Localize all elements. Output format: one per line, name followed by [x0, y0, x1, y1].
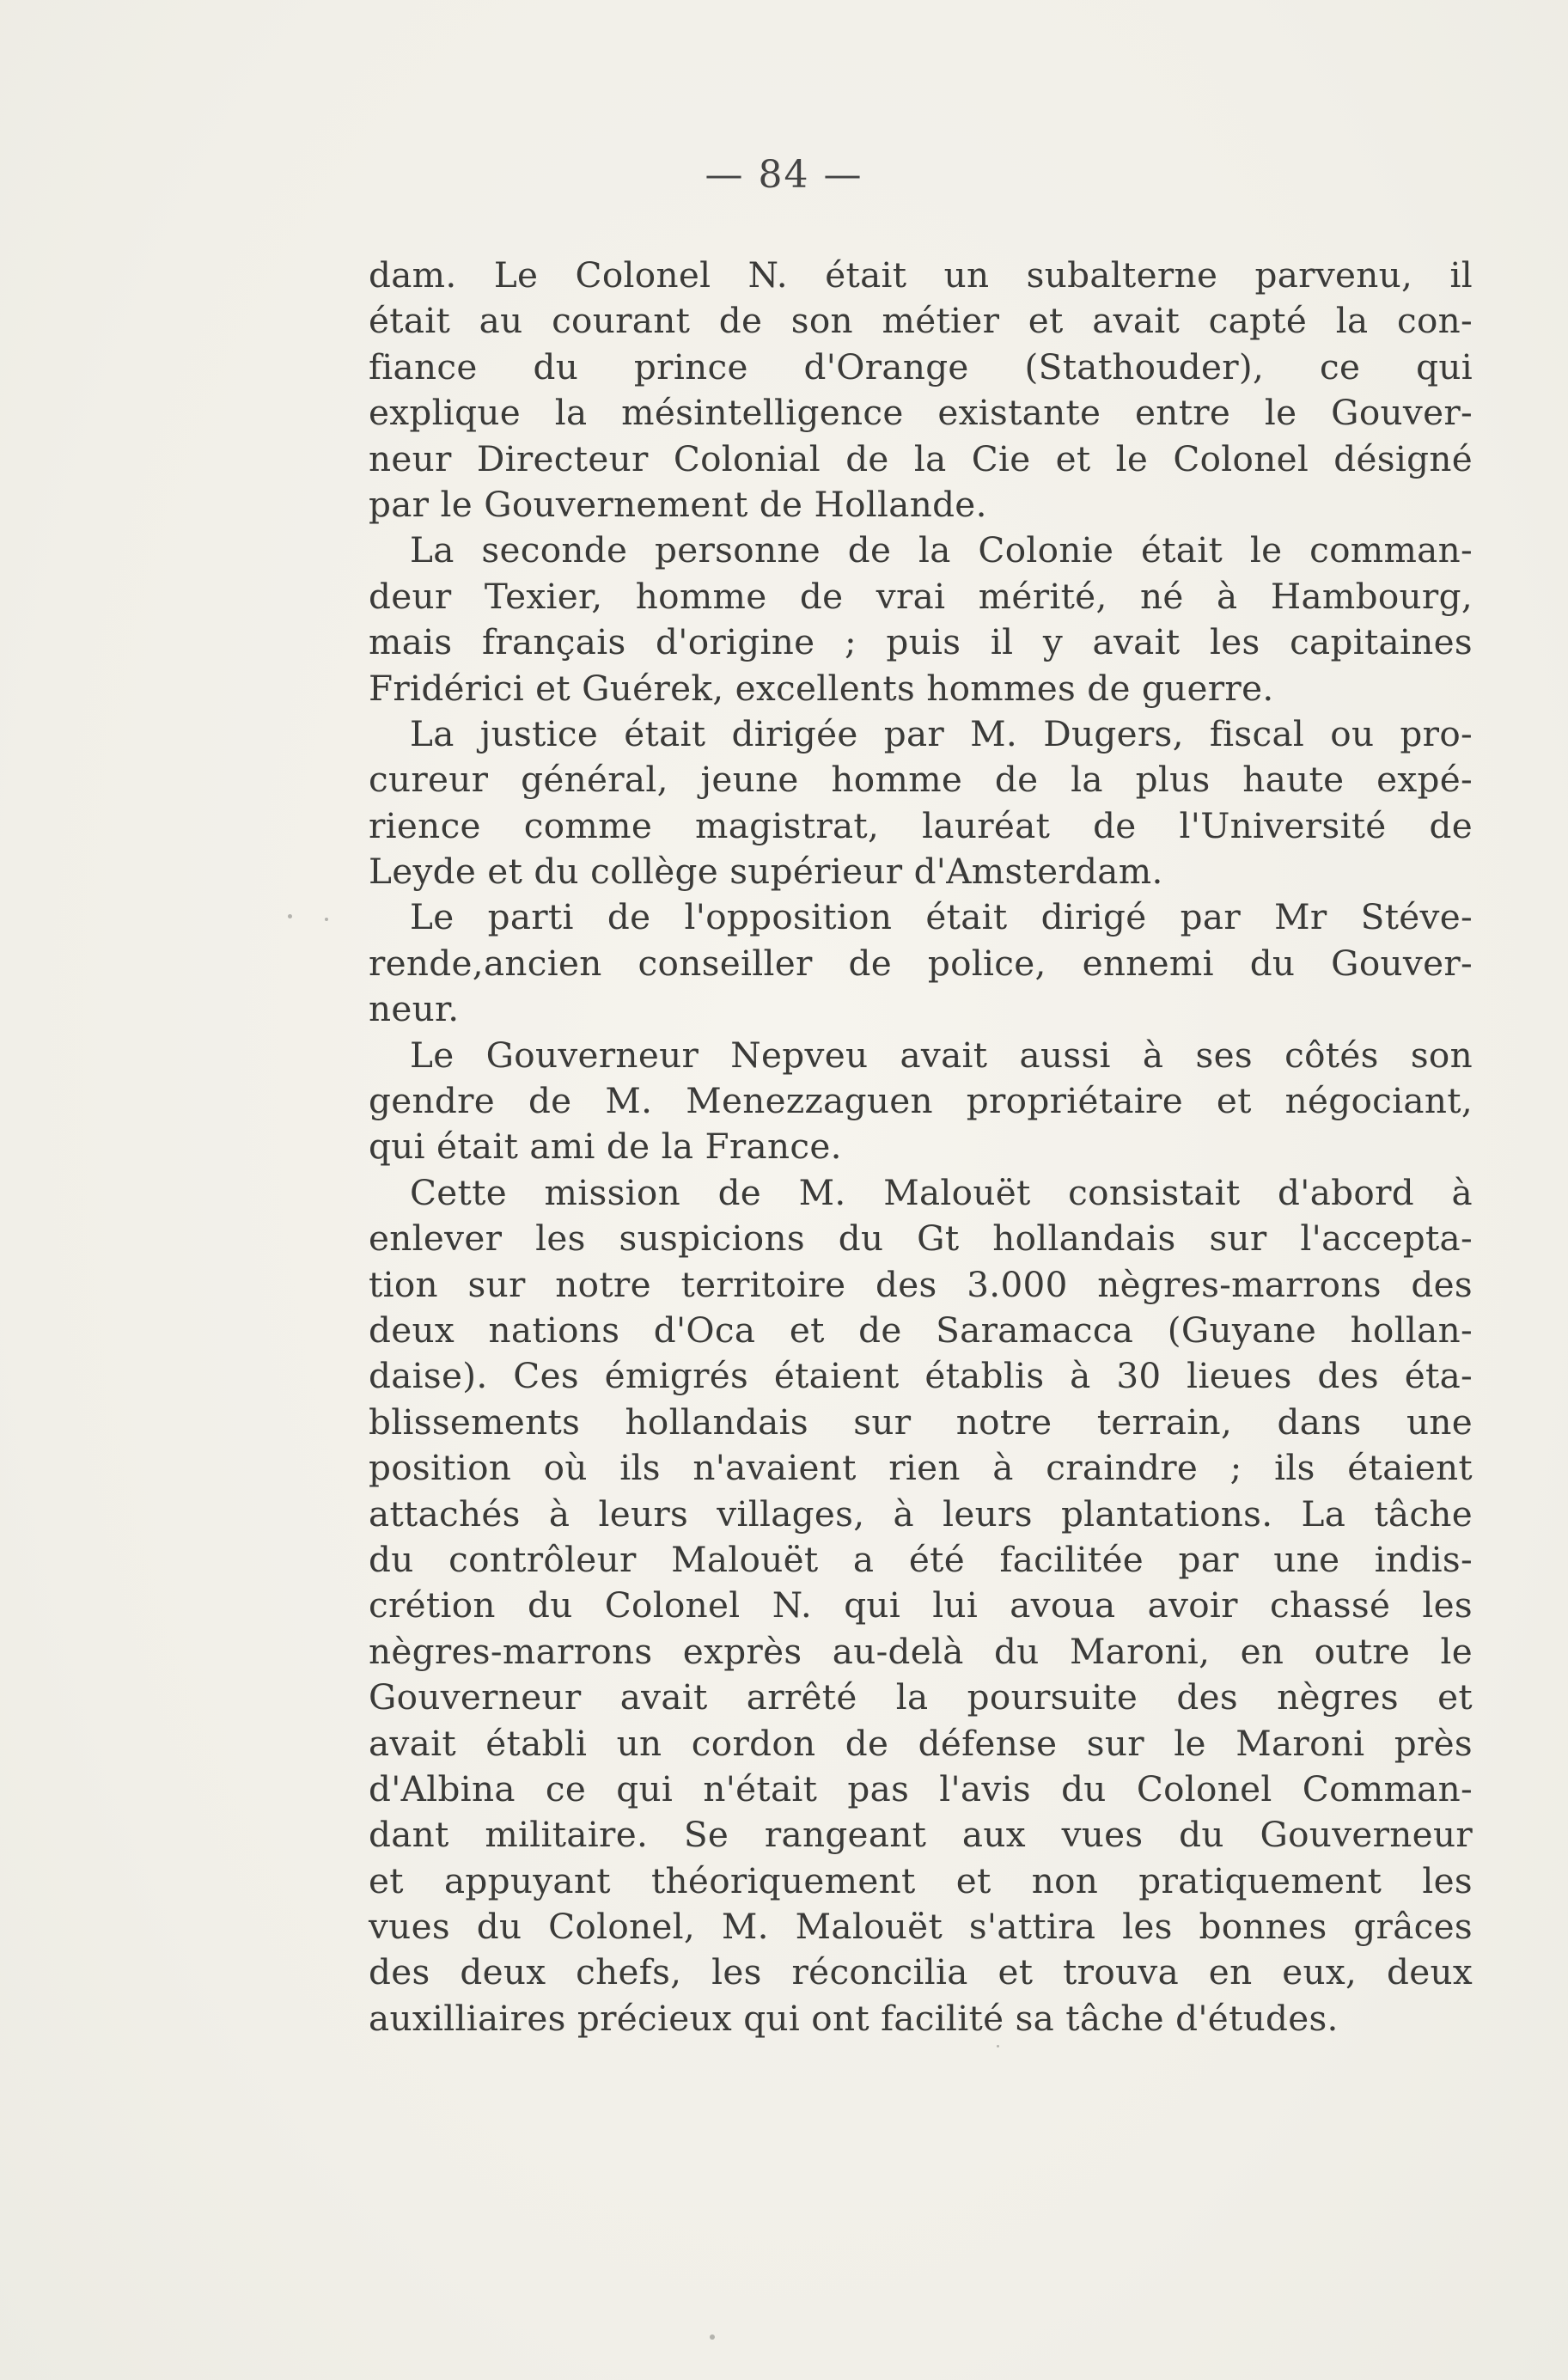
- text-line: était au courant de son métier et avait capté la con-: [369, 300, 1473, 342]
- text-line: vues du Colonel, M. Malouët s'attira les bonnes grâces: [369, 1906, 1473, 1948]
- text-line: Fridérici et Guérek, excellents hommes de guerre.: [369, 667, 1274, 709]
- text-line: crétion du Colonel N. qui lui avoua avoir chassé les: [369, 1584, 1473, 1626]
- paper-speck: [288, 914, 292, 918]
- text-line: La seconde personne de la Colonie était le comman-: [410, 529, 1473, 571]
- text-line: qui était ami de la France.: [369, 1126, 842, 1168]
- text-line: deux nations d'Oca et de Saramacca (Guyane hollan-: [369, 1309, 1473, 1351]
- text-line: des deux chefs, les réconcilia et trouva en eux, deux: [369, 1951, 1473, 1993]
- paper-speck: [710, 2334, 715, 2340]
- text-line: explique la mésintelligence existante entre le Gouver-: [369, 392, 1473, 434]
- text-line: Le Gouverneur Nepveu avait aussi à ses côtés son: [410, 1034, 1473, 1076]
- text-line: auxilliaires précieux qui ont facilité sa tâche d'études.: [369, 1997, 1339, 2039]
- text-line: d'Albina ce qui n'était pas l'avis du Colonel Comman-: [369, 1767, 1473, 1809]
- text-line: Cette mission de M. Malouët consistait d'abord à: [410, 1171, 1473, 1213]
- text-line: attachés à leurs villages, à leurs plantations. La tâche: [369, 1492, 1473, 1535]
- text-line: dant militaire. Se rangeant aux vues du Gouverneur: [369, 1814, 1473, 1856]
- text-line: nègres-marrons exprès au-delà du Maroni, en outre le: [369, 1630, 1473, 1672]
- text-line: par le Gouvernement de Hollande.: [369, 483, 987, 525]
- text-line: avait établi un cordon de défense sur le Maroni près: [369, 1722, 1473, 1764]
- text-line: et appuyant théoriquement et non pratiquement les: [369, 1859, 1473, 1901]
- text-line: deur Texier, homme de vrai mérité, né à Hambourg,: [369, 575, 1473, 617]
- text-line: position où ils n'avaient rien à craindre ; ils étaient: [369, 1447, 1473, 1489]
- paper-speck: [325, 918, 328, 921]
- text-line: fiance du prince d'Orange (Stathouder), ce qui: [369, 345, 1473, 388]
- text-line: blissements hollandais sur notre terrain, dans une: [369, 1401, 1473, 1443]
- page-number: — 84 —: [705, 153, 863, 197]
- text-line: La justice était dirigée par M. Dugers, fiscal ou pro-: [410, 712, 1473, 754]
- body-text: [369, 253, 1473, 2041]
- text-line: tion sur notre territoire des 3.000 nègres-marrons des: [369, 1263, 1473, 1305]
- text-line: rience comme magistrat, lauréat de l'Université de: [369, 804, 1473, 846]
- text-line: rende,ancien conseiller de police, ennemi du Gouver-: [369, 942, 1473, 984]
- paper-speck: [997, 2045, 999, 2047]
- text-line: gendre de M. Menezzaguen propriétaire et négociant,: [369, 1080, 1473, 1122]
- text-line: dam. Le Colonel N. était un subalterne parvenu, il: [369, 254, 1473, 296]
- text-line: cureur général, jeune homme de la plus haute expé-: [369, 759, 1473, 801]
- text-line: du contrôleur Malouët a été facilitée par une indis-: [369, 1538, 1473, 1580]
- text-line: mais français d'origine ; puis il y avait les capitaines: [369, 621, 1473, 663]
- text-line: Leyde et du collège supérieur d'Amsterdam.: [369, 851, 1163, 893]
- text-line: daise). Ces émigrés étaient établis à 30 lieues des éta-: [369, 1355, 1473, 1397]
- text-line: neur Directeur Colonial de la Cie et le Colonel désigné: [369, 437, 1473, 479]
- text-line: Le parti de l'opposition était dirigé par Mr Stéve-: [410, 896, 1473, 938]
- text-line: neur.: [369, 988, 460, 1030]
- text-line: enlever les suspicions du Gt hollandais sur l'accepta-: [369, 1217, 1473, 1260]
- text-line: Gouverneur avait arrêté la poursuite des nègres et: [369, 1676, 1473, 1718]
